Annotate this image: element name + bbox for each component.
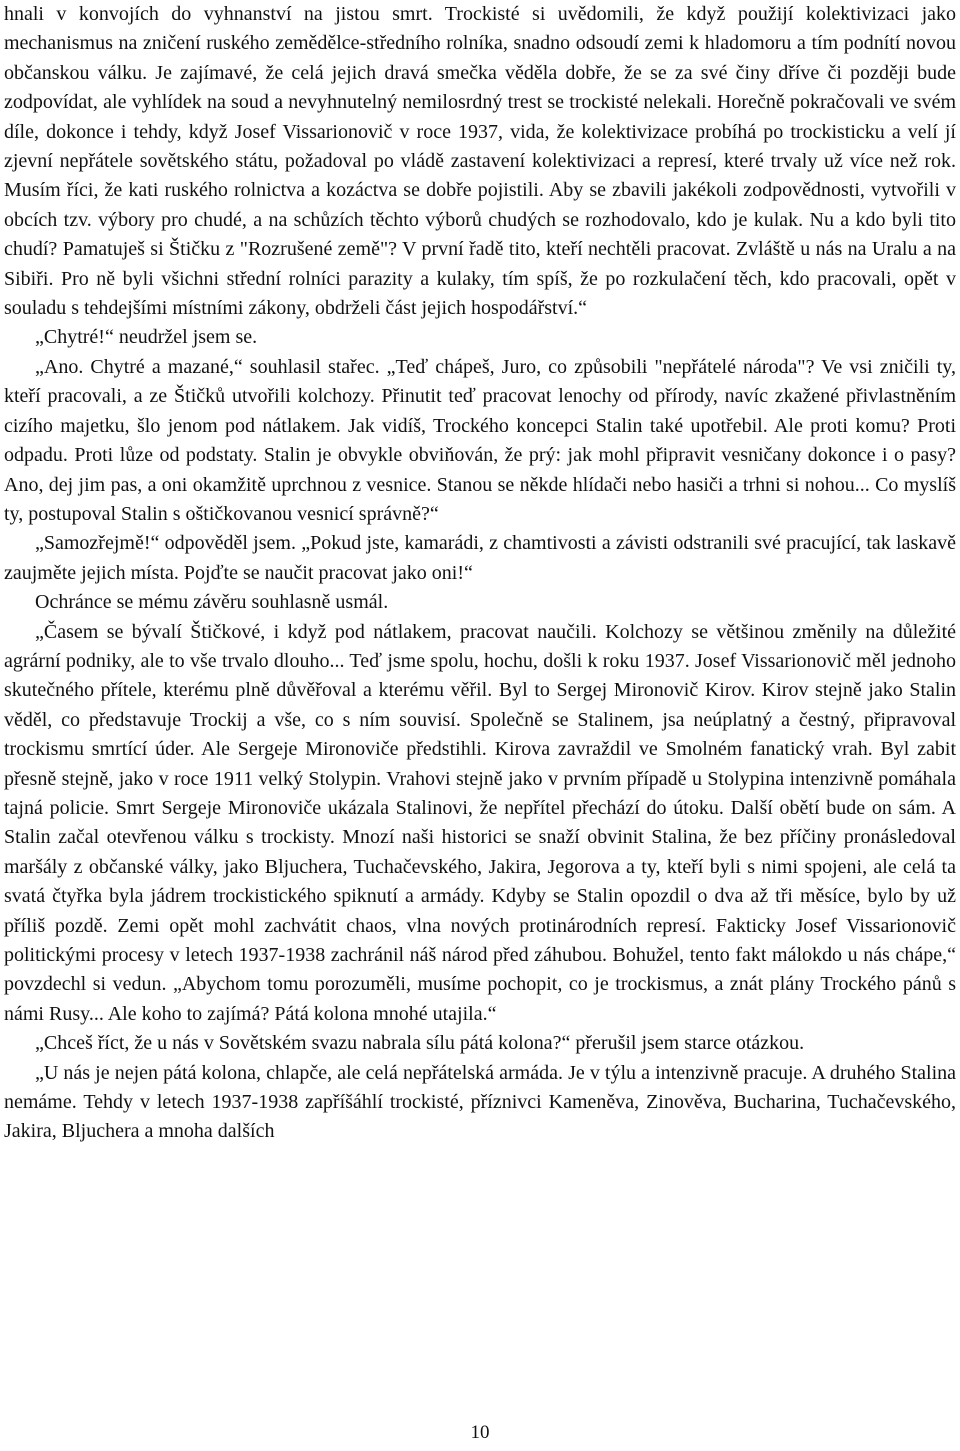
page-number: 10 (470, 1422, 490, 1443)
paragraph-8 (4, 1059, 956, 1147)
paragraph-4 (4, 529, 956, 588)
paragraph-text: „Ano. Chytré a mazané,“ souhlasil stařec. „Teď chápeš, Juro, co způsobili "nepřátelé národa"? Ve vsi zničili ty, kteří pracovali, a ze Štičků utvořili kolchozy. Přinutit teď pracovat lenochy od přírody, navíc zkažené přivlastněním cizího majetku, šlo jenom pod nátlakem. Jak vidíš, Trockého koncepci Stalin také upotřebil. Ale proti komu? Proti odpadu. Proti lůze od podstaty. Stalin je obvykle obviňován, že prý: jak mohl připravit vesničany dokonce i o pasy? Ano, dej jim pas, a oni okamžitě uprchnou z vesnice. Stanou se někde hlídači nebo hasiči a trhni si nohou... Co myslíš ty, postupoval Stalin s oštičkovanou vesnicí správně?“ (4, 355, 956, 525)
paragraph-text: „Chceš říct, že u nás v Sovětském svazu nabrala sílu pátá kolona?“ přerušil jsem starce otázkou. (35, 1032, 805, 1055)
paragraph-text: „Chytré!“ neudržel jsem se. (35, 326, 258, 349)
paragraph-5 (4, 588, 956, 617)
paragraph-text: Horečně pokračovali ve svém díle, dokonce i tehdy, když Josef Vissarionovič v roce 1937, vida, že kolektivizace probíhá po trockisticku a velí jí zjevní nepřátele sovětského státu, požadoval po vládě zastavení kolektivizaci a represí, které trvaly už více než rok. Musím říci, že kati ruského rolnictva a kozáctva se dobře pojistili. Aby se zbavili jakékoli zodpovědnosti, vytvořili v obcích tzv. výbory pro chudé, a na schůzích těchto výborů chudých se rozhodovalo, kdo je kulak. Nu a kdo byli tito chudí? Pamatuješ si Štičku z "Rozrušené země"? V první řadě tito, kteří nechtěli pracovat. Zvláště u nás na Uralu a na Sibiři. Pro ně byli všichni střední rolníci parazity a kulaky, tím spíš, že po rozkulačení těch, kdo pracovali, opět v souladu s tehdejšími místními zákony, obdrželi část jejich hospodářství.“ (4, 91, 957, 320)
paragraph-6 (4, 618, 956, 1030)
paragraph-text: Je zajímavé, že celá jejich dravá smečka věděla dobře, že se za své činy dříve či později bude zodpovídat, ale vyhlídek na soud a nevyhnutelný nemilosrdný trest se trockisté nelekali. (4, 61, 956, 114)
paragraph-1 (4, 0, 956, 323)
paragraph-text: hnali v konvojích do vyhnanství na jistou smrt. Trockisté si uvědomili, že když použijí kolektivizaci jako mechanismus na zničení ruského zemědělce-středního rolníka, snadno odsoudí zemi k hladomoru a tím podnítí novou občanskou válku. (4, 3, 956, 84)
paragraph-2 (4, 323, 956, 352)
paragraph-3 (4, 353, 956, 529)
document-page (4, 0, 956, 1147)
paragraph-text: Ochránce se mému závěru souhlasně usmál. (35, 591, 389, 614)
paragraph-text: „Časem se bývalí Štičkové, i když pod nátlakem, pracovat naučili. Kolchozy se většinou změnily na důležité agrární podniky, ale to vše trvalo dlouho... Teď jsme spolu, hochu, došli k roku 1937. Josef Vissarionovič měl jednoho skutečného přítele, kterému plně důvěřoval a kterému věřil. Byl to Sergej Mironovič Kirov. Kirov stejně jako Stalin věděl, co představuje Trockij a vše, co s ním souvisí. Společně se Stalinem, jsa neúplatný a čestný, připravoval trockismu smrtící úder. Ale Sergeje Mironoviče předstihli. Kirova zavraždil ve Smolném fanatický vrah. Byl zabit přesně stejně, jako v roce 1911 velký Stolypin. Vrahovi stejně jako v prvním případě u Stolypina intenzivně pomáhala tajná policie. Smrt Sergeje Mironoviče ukázala Stalinovi, že nepřítel přechází do útoku. Další obětí bude on sám. A Stalin začal otevřenou válku s trockisty. Mnozí naši historici se snaží obvinit Stalina, že bez příčiny pronásledoval maršály z občanské války, jako Bljuchera, Tuchačevského, Jakira, Jegorova a ty, kteří byli s nimi spojeni, ale celá ta svatá čtyřka byla jádrem trockistického spiknutí a armády. Kdyby se Stalin opozdil o dva až tři měsíce, bylo by už příliš pozdě. Zemi opět mohl zachvátit chaos, vlna nových protinárodních represí. Fakticky Josef Vissarionovič politickými procesy v letech 1937-1938 zachránil náš národ před záhubou. Bohužel, tento fakt málokdo u nás chápe,“ povzdechl si vedun. „Abychom tomu porozuměli, musíme pochopit, co je trockismus, a znát plány Trockého pánů s námi Rusy... Ale koho to zajímá? Pátá kolona mnohé utajila.“ (4, 620, 956, 1025)
paragraph-text: „U nás je nejen pátá kolona, chlapče, ale celá nepřátelská armáda. Je v týlu a intenzivně pracuje. A druhého Stalina nemáme. Tehdy v letech 1937-1938 zapříšáhlí trockisté, příznivci Kameněva, Zinověva, Bucharina, Tuchačevského, Jakira, Bljuchera a mnoha dalších (4, 1061, 956, 1143)
paragraph-7 (4, 1029, 956, 1058)
paragraph-text: „Samozřejmě!“ odpověděl jsem. „Pokud jste, kamarádi, z chamtivosti a závisti odstranili své pracující, tak laskavě zaujměte jejich místa. Pojďte se naučit pracovat jako oni!“ (4, 532, 956, 584)
